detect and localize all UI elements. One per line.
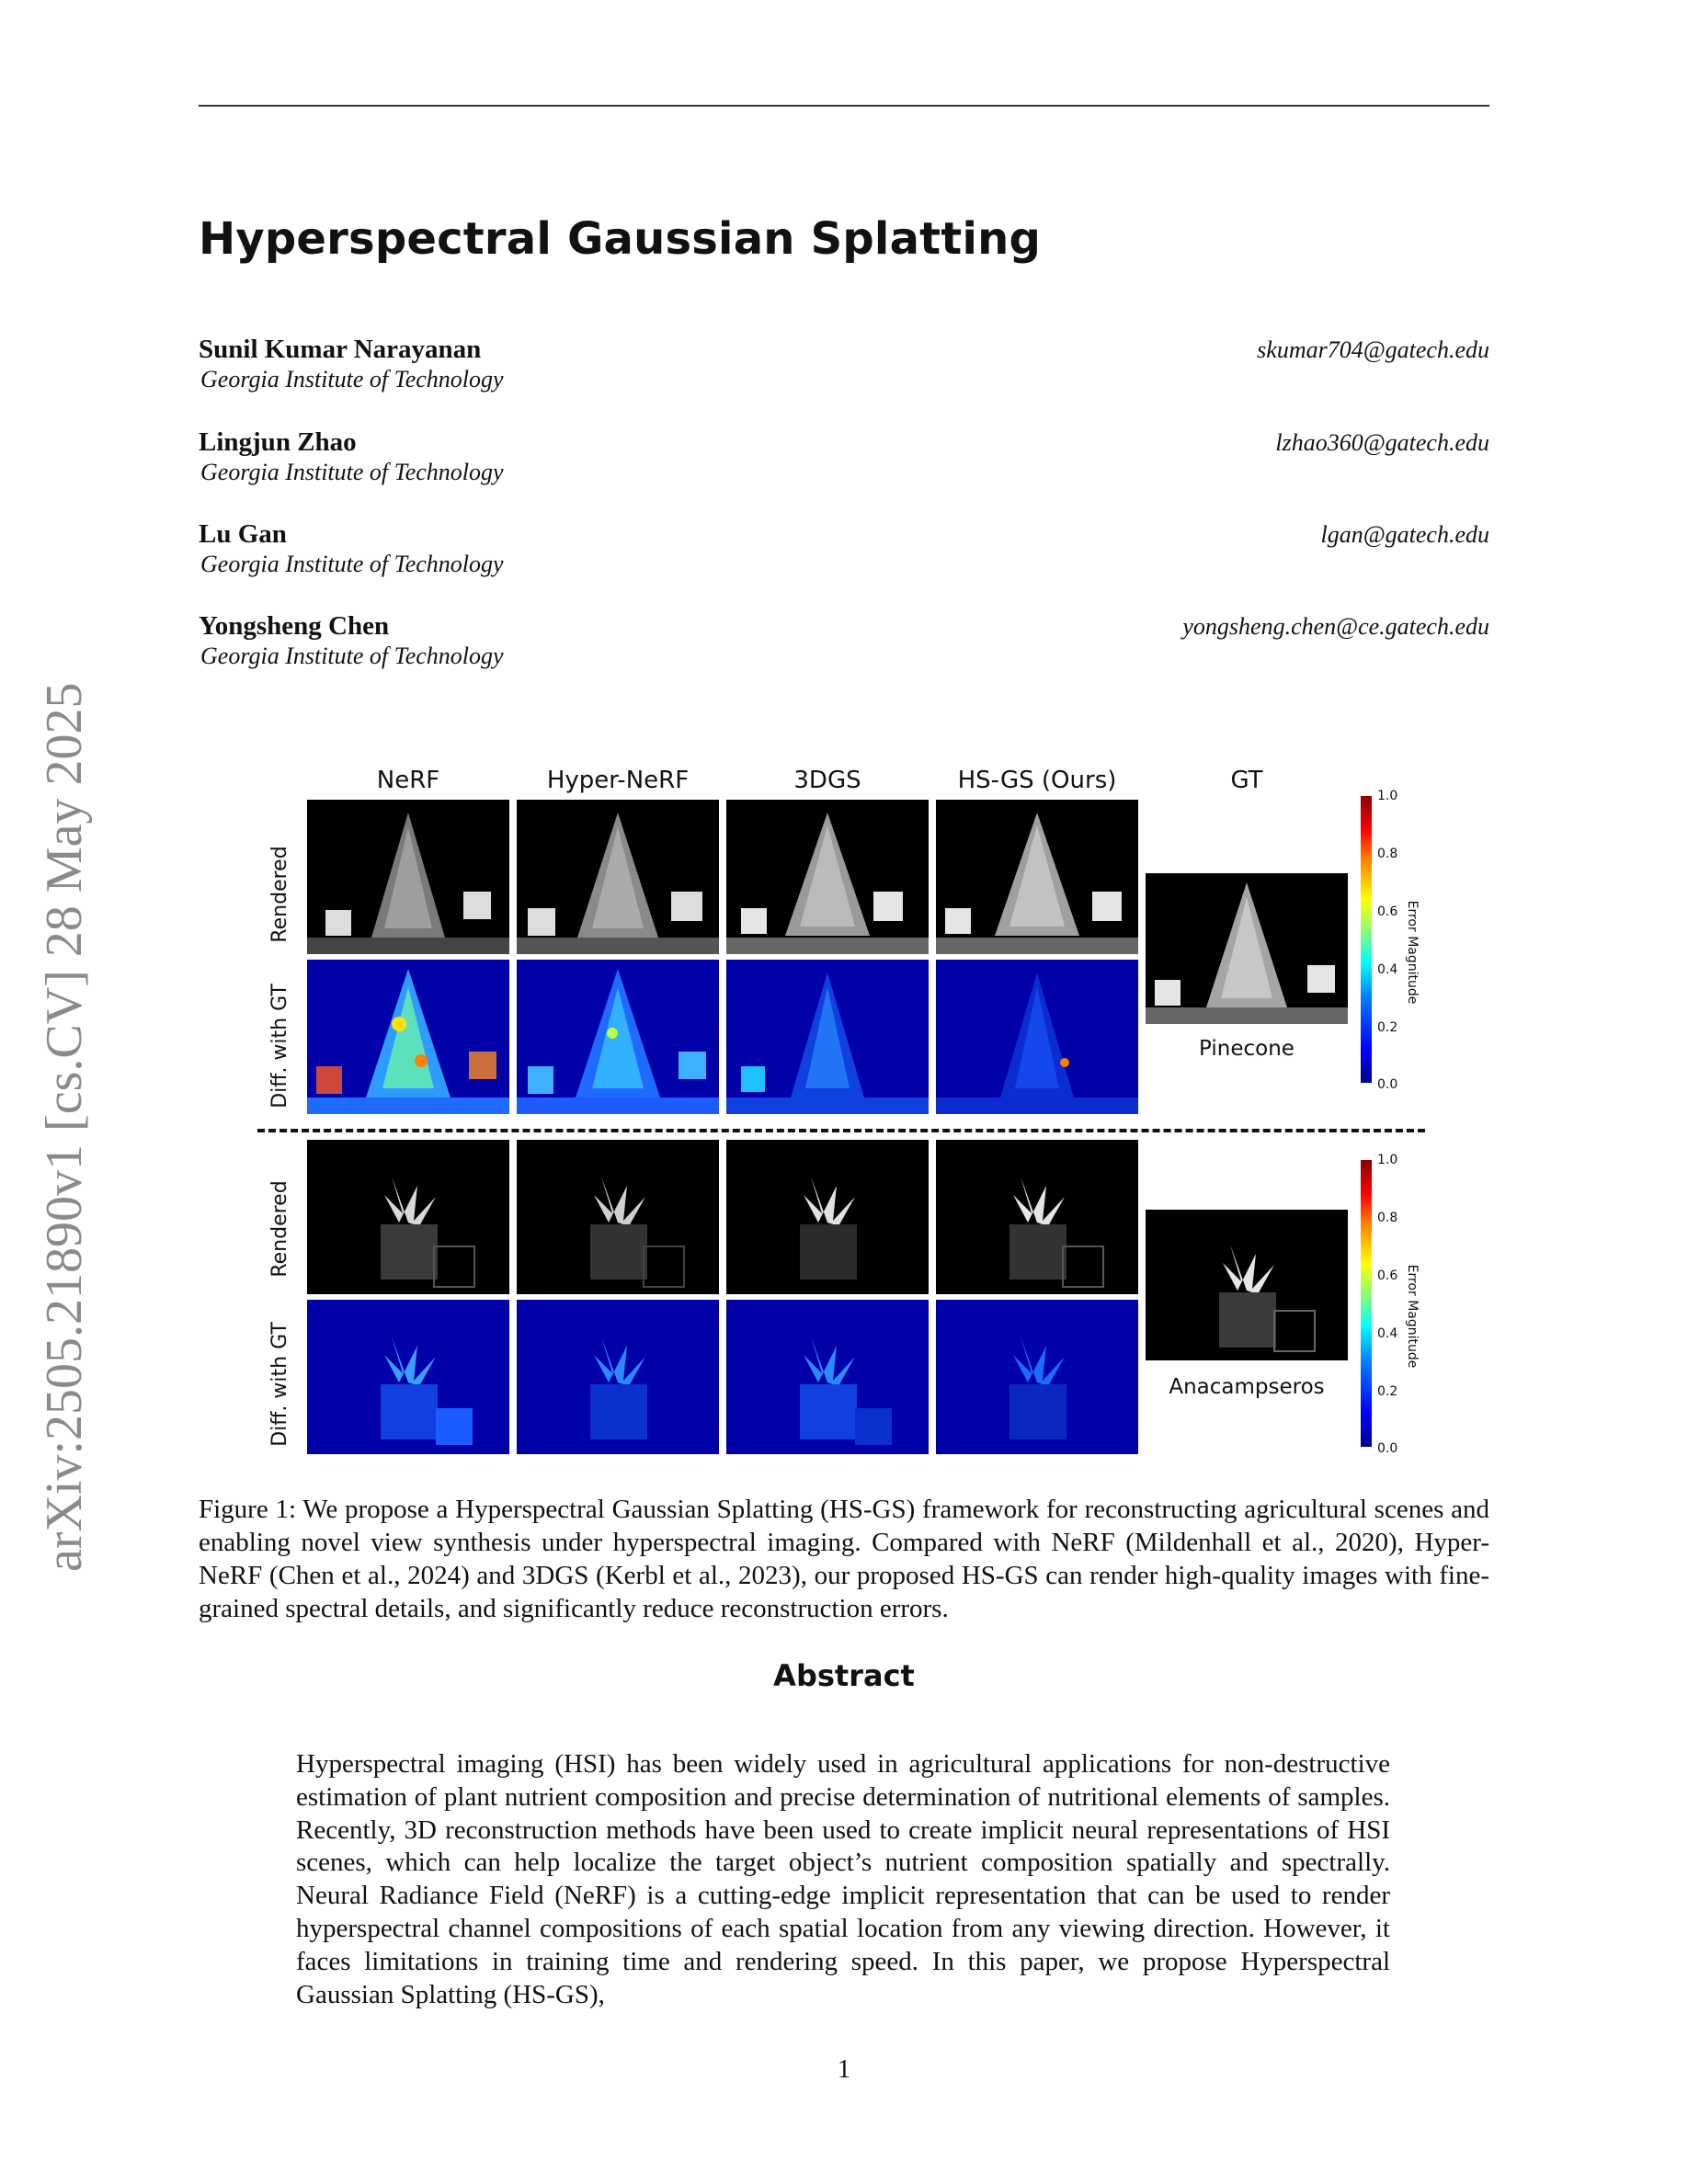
pinecone-rendered-hyper-nerf [517, 800, 719, 954]
abstract-body: Hyperspectral imaging (HSI) has been widely used in agricultural applications for non-destructive estimation of plant nutrient composition and precise determination of nutritional elements of samples. Recently, 3D reconstruction methods have been used to create implicit neural representations of HSI scenes, which can help localize the target object’s nutrient composition spatially and spectrally. Neural Radiance Field (NeRF) is a cutting-edge implicit representation that can be used to render hyperspectral channel compositions of each spatial location from any viewing direction. However, it faces limitations in training time and rendering speed. In this paper, we propose Hyperspectral Gaussian Splatting (HS-GS), [296, 1749, 1390, 2009]
author-block [199, 335, 1489, 393]
author-affiliation: Georgia Institute of Technology [200, 551, 504, 577]
figure-caption: Figure 1: We propose a Hyperspectral Gaussian Splatting (HS-GS) framework for reconstructing agricultural scenes and enabling novel view synthesis under hyperspectral imaging. Compared with NeRF (Mildenhall et al., 2020), Hyper-NeRF (Chen et al., 2024) and 3DGS (Kerbl et al., 2023), our proposed HS-GS can render high-quality images with fine-grained spectral details, and significantly reduce reconstruction errors. [199, 1495, 1489, 1623]
author-name: Sunil Kumar Narayanan [199, 335, 482, 364]
top-rule [199, 105, 1489, 107]
anacampseros-rendered-nerf [307, 1140, 509, 1294]
author-affiliation: Georgia Institute of Technology [200, 643, 504, 669]
colorbar-label: Error Magnitude [1405, 900, 1420, 1005]
row-label-diff: Diff. with GT [268, 1322, 291, 1447]
anacampseros-diff-nerf [307, 1300, 509, 1454]
scene-name-pinecone: Pinecone [1199, 1037, 1295, 1061]
colorbar-tick: 0.8 [1377, 847, 1398, 861]
colorbar-label: Error Magnitude [1405, 1264, 1420, 1369]
anacampseros-rendered-hs-gs [936, 1140, 1138, 1294]
column-header-3dgs: 3DGS [793, 767, 861, 794]
column-header-hyper-nerf: Hyper-NeRF [546, 767, 690, 794]
pinecone-diff-hs-gs [936, 960, 1138, 1114]
author-name: Lingjun Zhao [199, 427, 357, 457]
colorbar-tick: 0.6 [1377, 904, 1398, 919]
arxiv-stamp: arXiv:2505.21890v1 [cs.CV] 28 May 2025 [36, 682, 93, 1572]
anacampseros-diff-hs-gs [936, 1300, 1138, 1454]
pinecone-gt-image [1146, 873, 1348, 1024]
row-label-rendered: Rendered [268, 846, 291, 943]
abstract-heading: Abstract [773, 1658, 915, 1693]
colorbar [1361, 1160, 1372, 1447]
column-header-hs-gs: HS-GS (Ours) [957, 767, 1117, 794]
author-name: Lu Gan [199, 519, 287, 549]
colorbar-tick: 0.8 [1377, 1211, 1398, 1225]
colorbar-tick: 0.0 [1377, 1441, 1398, 1456]
scene-name-anacampseros: Anacampseros [1169, 1375, 1325, 1399]
pinecone-rendered-3dgs [726, 800, 929, 954]
column-header-nerf: NeRF [376, 767, 440, 794]
page-number: 1 [838, 2055, 850, 2084]
anacampseros-gt-image [1146, 1210, 1348, 1360]
column-header-gt: GT [1230, 767, 1263, 794]
author-email[interactable]: yongsheng.chen@ce.gatech.edu [1182, 613, 1489, 640]
author-block [199, 611, 1489, 670]
colorbar-tick: 0.0 [1377, 1077, 1398, 1092]
colorbar-tick: 0.6 [1377, 1268, 1398, 1283]
colorbar [1361, 796, 1372, 1083]
author-email[interactable]: lzhao360@gatech.edu [1275, 429, 1489, 456]
colorbar-tick: 0.2 [1377, 1020, 1398, 1035]
author-block [199, 427, 1489, 486]
author-name: Yongsheng Chen [199, 611, 390, 641]
scene-divider [257, 1129, 1425, 1132]
author-email[interactable]: skumar704@gatech.edu [1257, 336, 1489, 363]
pinecone-diff-hyper-nerf [517, 960, 719, 1114]
pinecone-rendered-hs-gs [936, 800, 1138, 954]
anacampseros-rendered-3dgs [726, 1140, 929, 1294]
paper-title: Hyperspectral Gaussian Splatting [199, 213, 1042, 265]
figure-1 [257, 754, 1434, 1471]
anacampseros-rendered-hyper-nerf [517, 1140, 719, 1294]
pinecone-rendered-nerf [307, 800, 509, 954]
author-affiliation: Georgia Institute of Technology [200, 366, 504, 392]
colorbar-tick: 0.4 [1377, 1326, 1398, 1341]
author-email[interactable]: lgan@gatech.edu [1320, 521, 1489, 548]
colorbar-tick: 1.0 [1377, 1153, 1398, 1167]
author-affiliation: Georgia Institute of Technology [200, 459, 504, 485]
pinecone-diff-3dgs [726, 960, 929, 1114]
colorbar-tick: 0.2 [1377, 1384, 1398, 1399]
colorbar-tick: 0.4 [1377, 962, 1398, 977]
row-label-rendered: Rendered [268, 1180, 291, 1278]
anacampseros-diff-hyper-nerf [517, 1300, 719, 1454]
colorbar-tick: 1.0 [1377, 789, 1398, 803]
anacampseros-diff-3dgs [726, 1300, 929, 1454]
pinecone-diff-nerf [307, 960, 509, 1114]
row-label-diff: Diff. with GT [268, 984, 291, 1109]
author-block [199, 519, 1489, 578]
